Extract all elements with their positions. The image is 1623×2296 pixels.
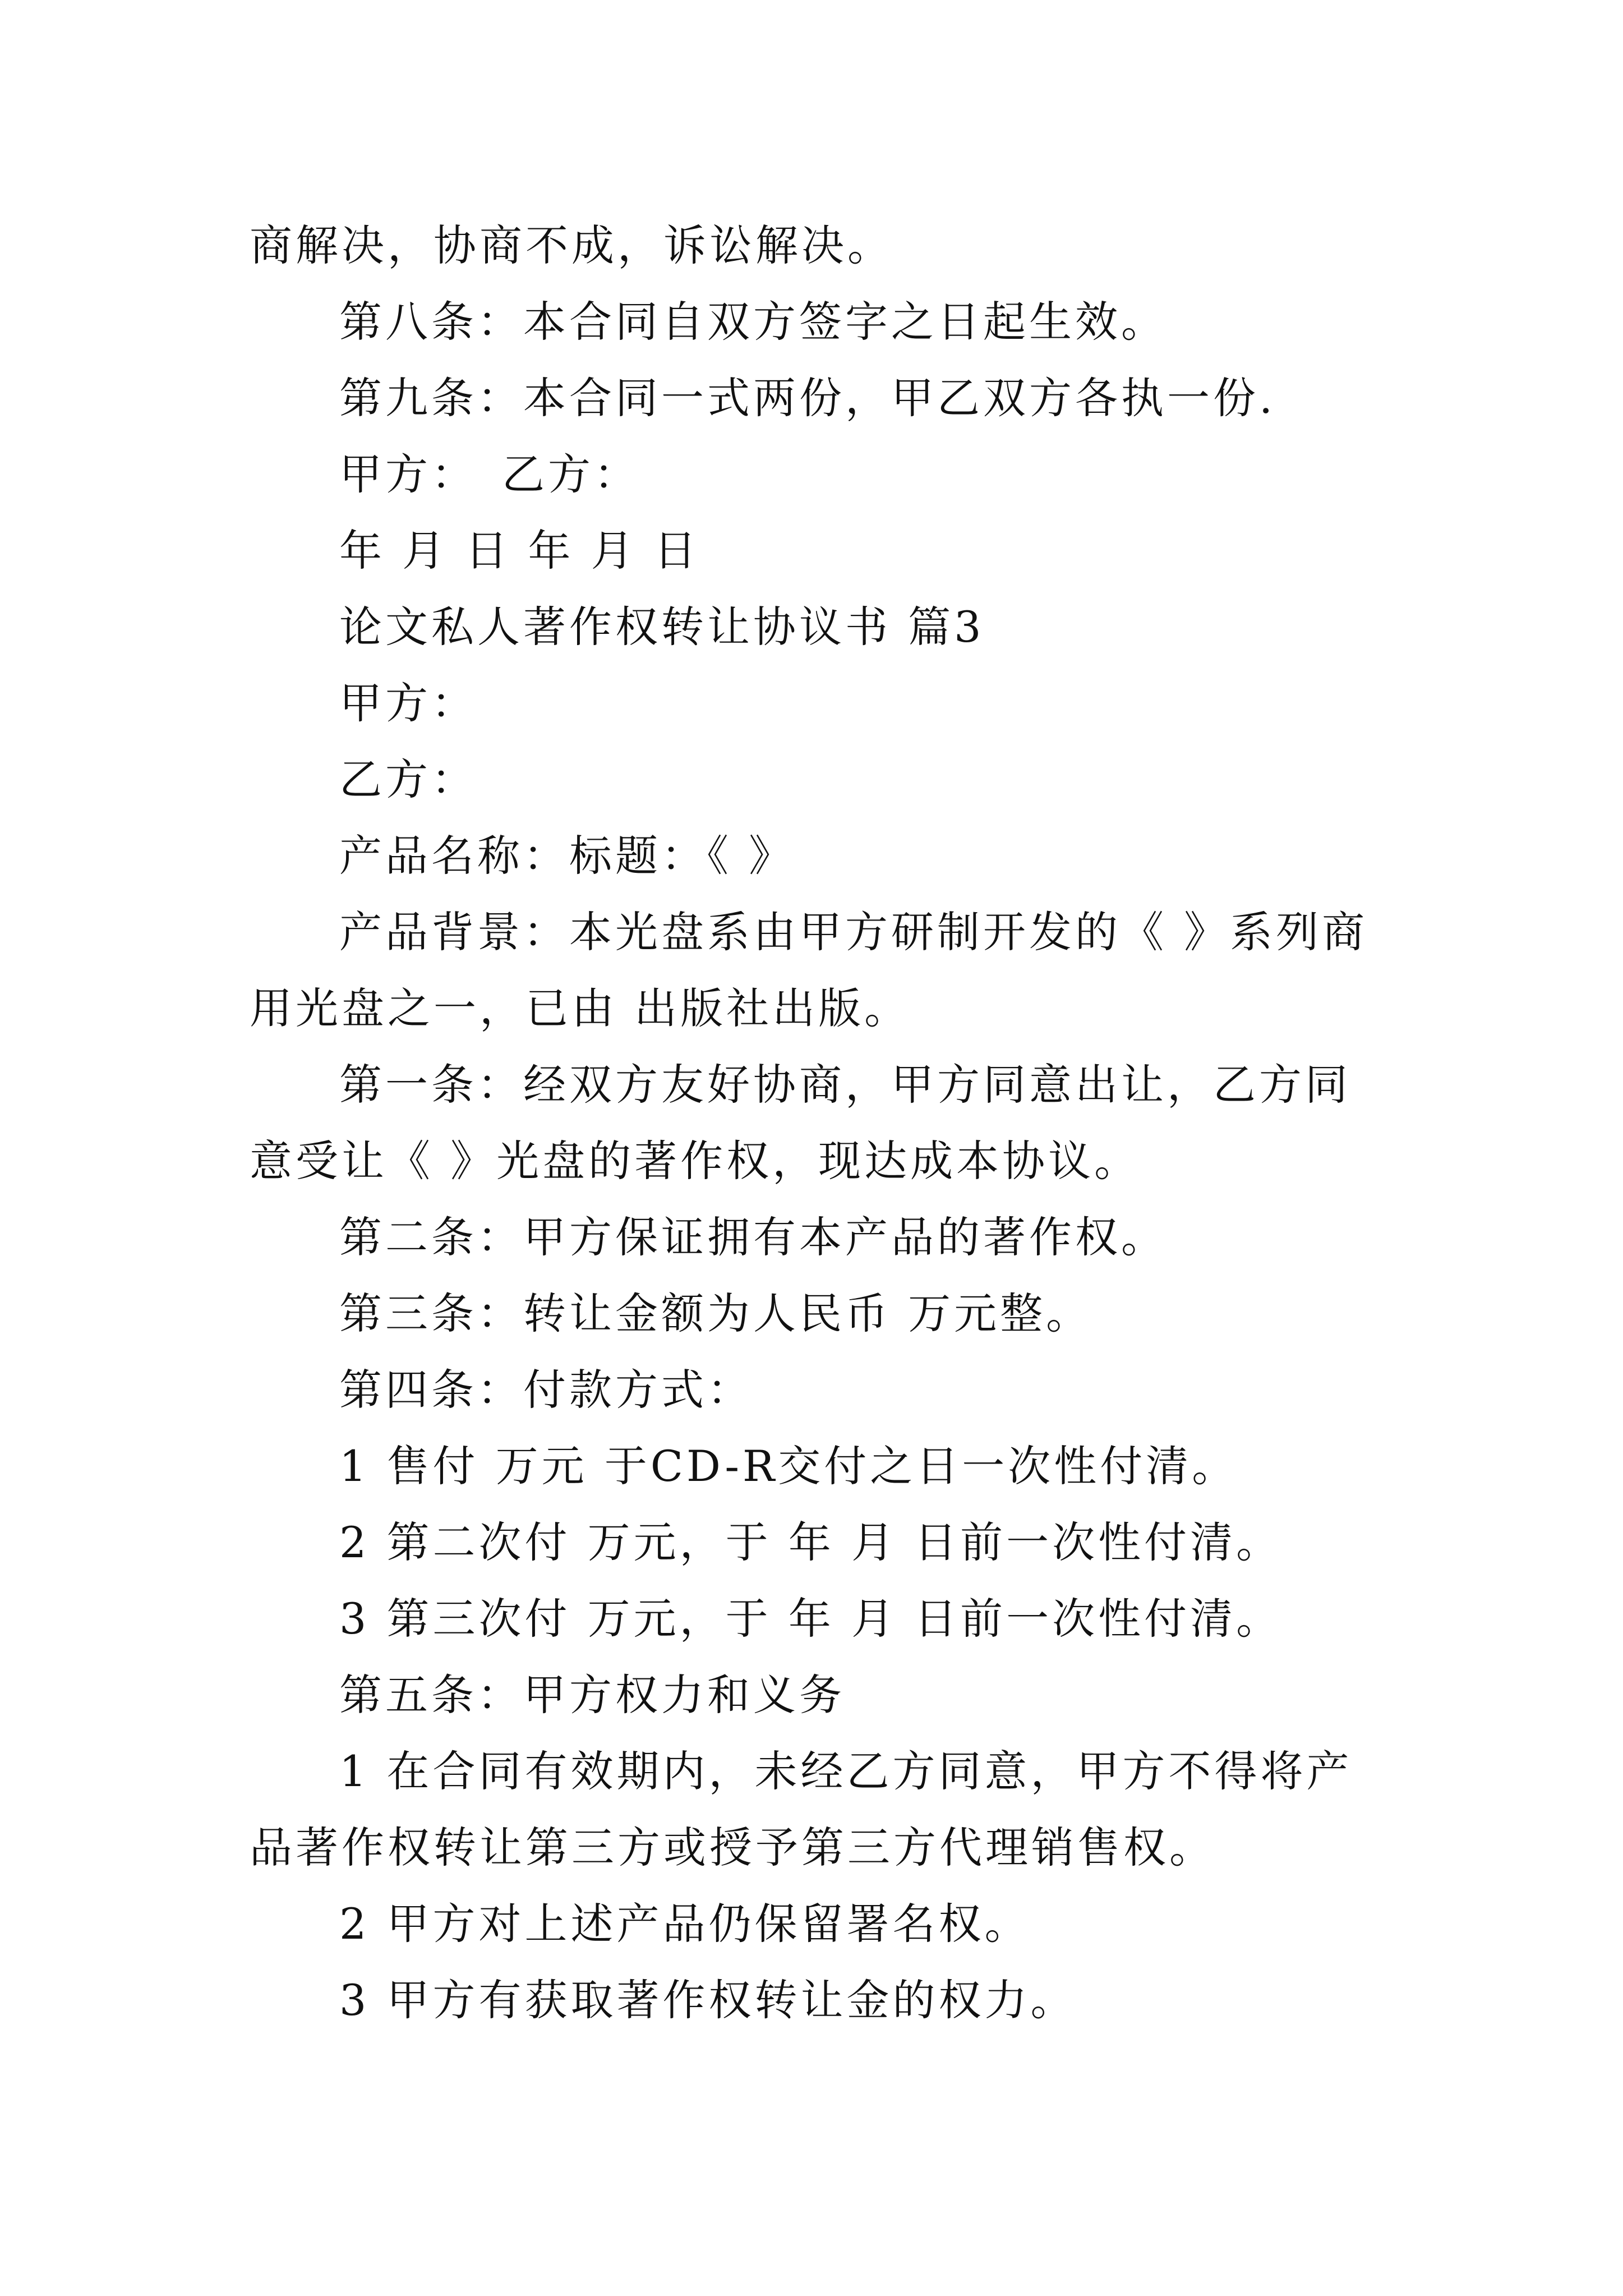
signature-dates: 年 月 日 年 月 日	[339, 526, 700, 576]
article-1: 第一条：经双方友好协商，甲方同意出让，乙方同意受让《 》光盘的著作权，现达成本协议。	[250, 1060, 1351, 1186]
section-title: 论文私人著作权转让协议书 篇3	[339, 602, 985, 652]
article-4: 第四条：付款方式：	[339, 1365, 753, 1415]
payment-item-3: 3 第三次付 万元，于 年 月 日前一次性付清。	[339, 1594, 1283, 1644]
signature-parties: 甲方： 乙方：	[339, 449, 640, 499]
article-3: 第三条：转让金额为人民币 万元整。	[339, 1289, 1092, 1338]
party-a-duty-3: 3 甲方有获取著作权转让金的权力。	[339, 1975, 1077, 2025]
party-a: 甲方：	[339, 678, 477, 728]
article-9: 第九条：本合同一式两份，甲乙双方各执一份.	[339, 373, 1276, 423]
product-name: 产品名称：标题：《 》	[339, 831, 795, 881]
party-b: 乙方：	[339, 754, 477, 804]
article-2: 第二条：甲方保证拥有本产品的著作权。	[339, 1212, 1167, 1262]
article-8: 第八条：本合同自双方签字之日起生效。	[339, 297, 1167, 347]
product-background: 产品背景：本光盘系由甲方研制开发的《 》系列商用光盘之一，已由 出版社出版。	[250, 907, 1368, 1033]
document-body	[250, 208, 1388, 2039]
payment-item-1: 1 售付 万元 于CD-R交付之日一次性付清。	[339, 1441, 1238, 1491]
paragraph-continuation: 商解决，协商不成，诉讼解决。	[250, 220, 893, 270]
party-a-duty-2: 2 甲方对上述产品仍保留署名权。	[339, 1899, 1031, 1949]
party-a-duty-1: 1 在合同有效期内，未经乙方同意，甲方不得将产品著作权转让第三方或授予第三方代理销售权。	[250, 1746, 1353, 1872]
payment-item-2: 2 第二次付 万元，于 年 月 日前一次性付清。	[339, 1517, 1283, 1567]
article-5: 第五条：甲方权力和义务	[339, 1670, 845, 1720]
